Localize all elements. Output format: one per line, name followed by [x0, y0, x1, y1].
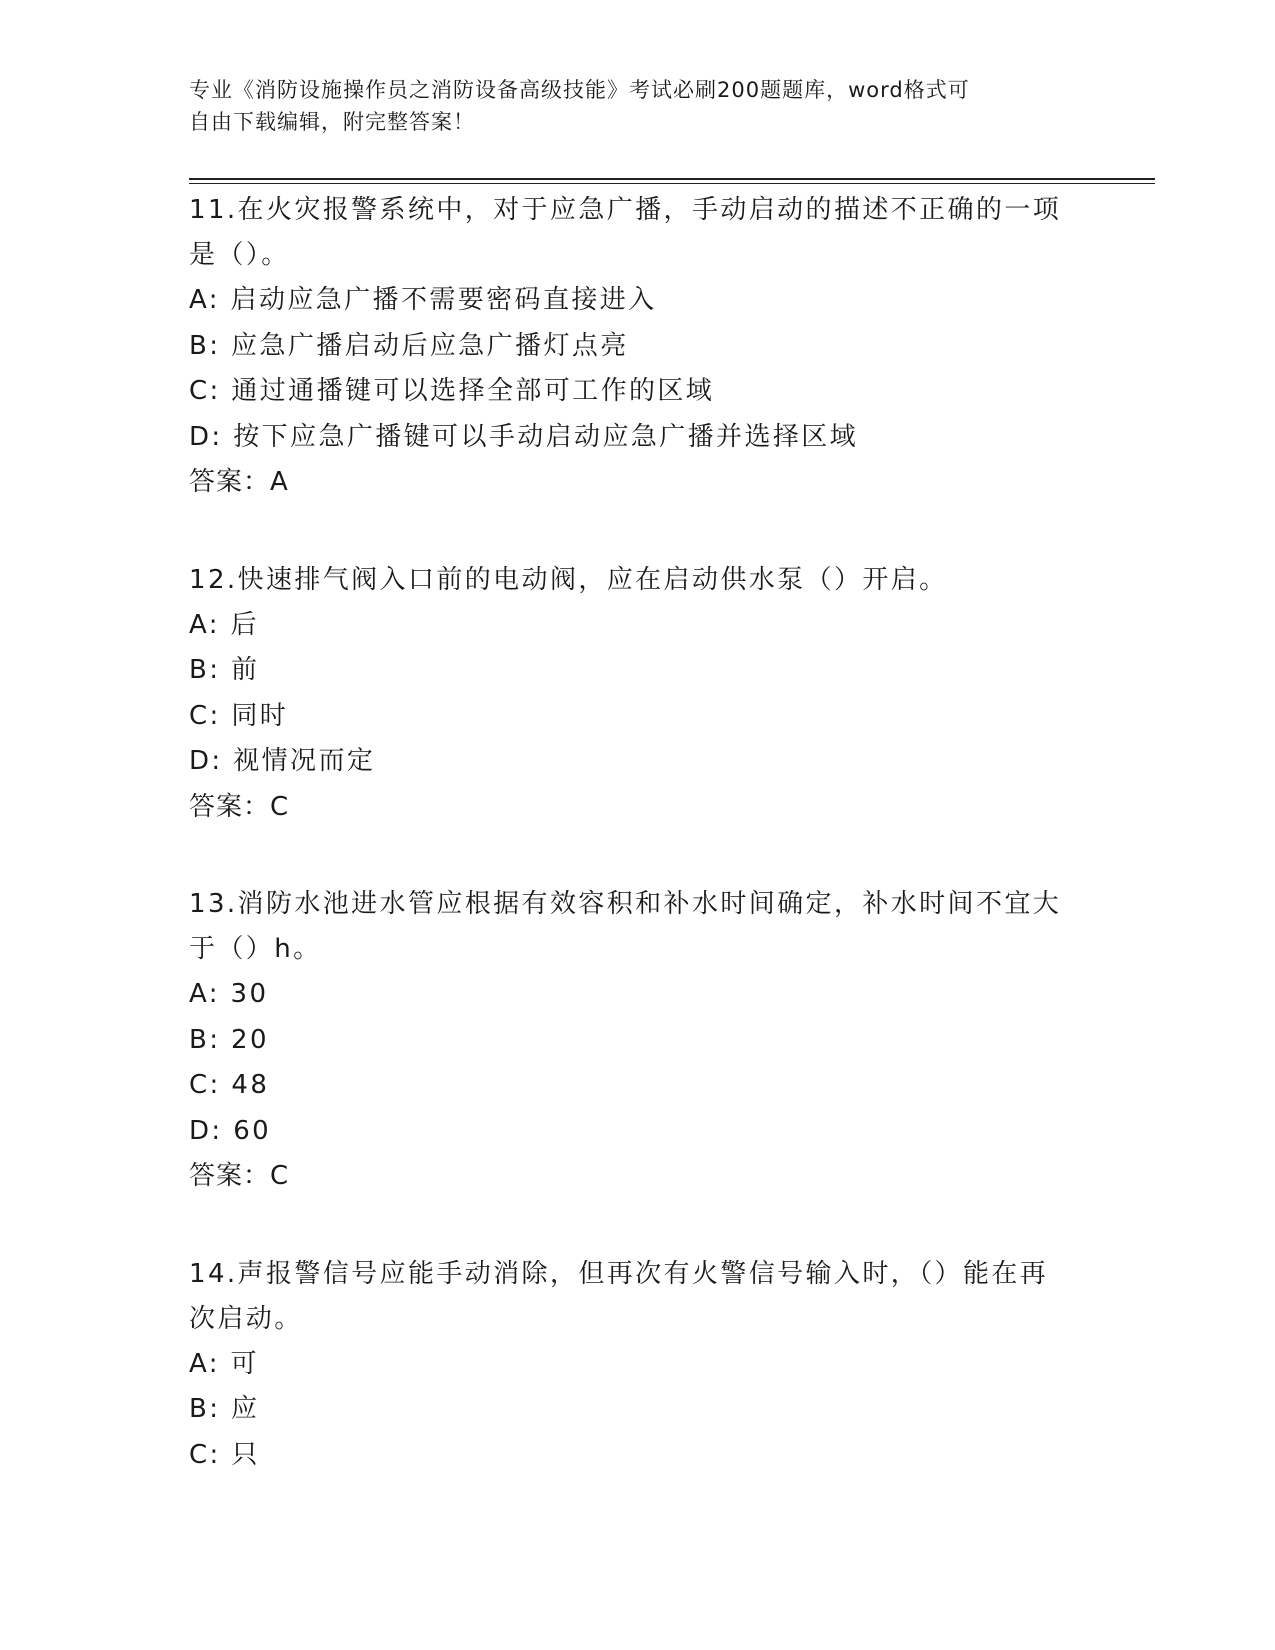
header-line-1: 专业《消防设施操作员之消防设备高级技能》考试必刷200题题库，word格式可 — [189, 78, 970, 102]
option-b: B: 应急广播启动后应急广播灯点亮 — [189, 330, 629, 361]
option-b: B: 20 — [189, 1024, 269, 1055]
question-stem — [189, 1252, 1079, 1342]
header-line-2: 自由下载编辑，附完整答案！ — [189, 110, 475, 134]
option-a: A: 可 — [189, 1348, 259, 1379]
question-stem — [189, 558, 1079, 603]
option-c: C: 同时 — [189, 700, 289, 731]
answer: 答案：A — [189, 467, 289, 497]
header-divider-thick — [189, 178, 1155, 180]
option-b: B: 前 — [189, 655, 260, 685]
option-c: C: 只 — [189, 1439, 260, 1470]
question-stem — [189, 188, 1079, 278]
question-stem-line: 11.在火灾报警系统中，对于应急广播，手动启动的描述不正确的一项 — [189, 195, 1062, 225]
question-stem-line: 12.快速排气阀入口前的电动阀，应在启动供水泵（）开启。 — [189, 564, 948, 595]
option-d: D: 按下应急广播键可以手动启动应急广播并选择区域 — [189, 421, 859, 452]
question-list — [189, 188, 1089, 1530]
question-13 — [189, 882, 1089, 1200]
answer: 答案：C — [189, 1161, 290, 1191]
question-14 — [189, 1252, 1089, 1479]
question-stem-line: 于（）h。 — [189, 934, 322, 964]
option-d: D: 60 — [189, 1115, 272, 1146]
option-c: C: 48 — [189, 1070, 270, 1100]
question-stem-line: 是（）。 — [189, 240, 290, 270]
header-divider-thin — [189, 183, 1155, 184]
option-b: B: 应 — [189, 1394, 260, 1424]
question-12 — [189, 558, 1089, 831]
option-a: A: 30 — [189, 979, 269, 1009]
option-a: A: 启动应急广播不需要密码直接进入 — [189, 285, 657, 315]
question-stem-line: 13.消防水池进水管应根据有效容积和补水时间确定，补水时间不宜大 — [189, 889, 1062, 919]
document-header — [189, 74, 1069, 138]
option-d: D: 视情况而定 — [189, 746, 376, 776]
question-stem-line: 14.声报警信号应能手动消除，但再次有火警信号输入时，（）能在再 — [189, 1258, 1049, 1289]
question-11 — [189, 188, 1089, 506]
question-stem — [189, 882, 1079, 972]
option-a: A: 后 — [189, 609, 259, 640]
answer: 答案：C — [189, 791, 290, 822]
option-c: C: 通过通播键可以选择全部可工作的区域 — [189, 376, 715, 406]
question-stem-line: 次启动。 — [189, 1303, 303, 1334]
